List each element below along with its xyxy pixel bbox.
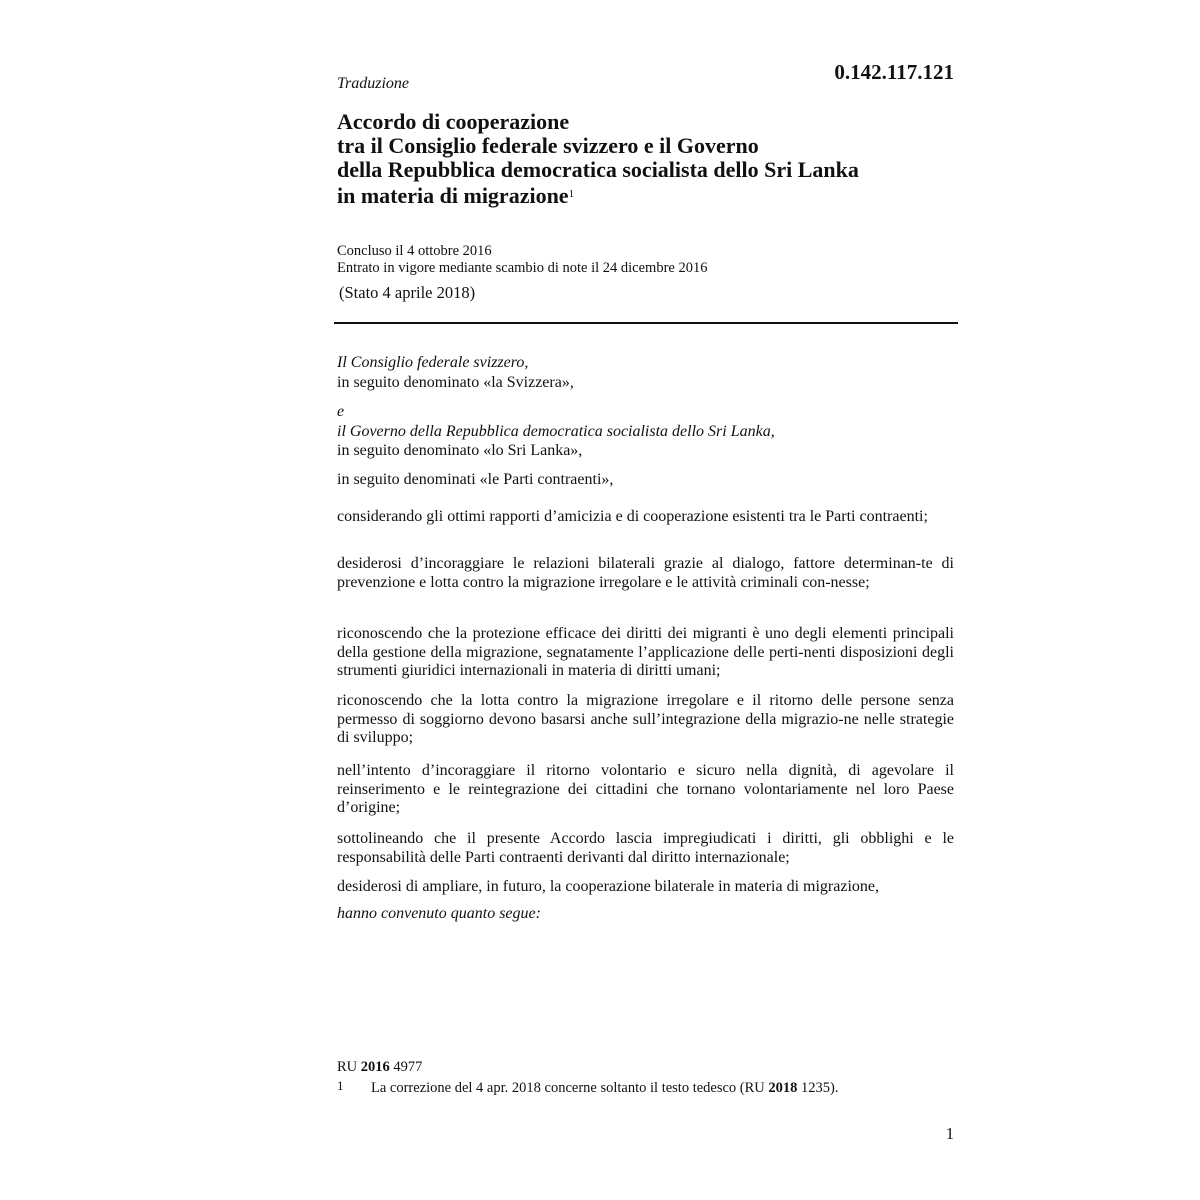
- document-title: [337, 110, 957, 208]
- party-2-name: il Governo della Repubblica democratica socialista dello Sri Lanka,: [337, 423, 775, 440]
- recital-6: sottolineando che il presente Accordo lascia impregiudicati i diritti, gli obblighi e le responsabilità delle Parti contraenti derivanti dal diritto internazionale;: [337, 830, 954, 866]
- parties-alias: in seguito denominati «le Parti contraenti»,: [337, 471, 614, 488]
- footnote-text-after: 1235).: [801, 1080, 839, 1096]
- recital-1: considerando gli ottimi rapporti d’amicizia e di cooperazione esistenti tra le Parti contraenti;: [337, 508, 928, 525]
- recital-2: desiderosi d’incoraggiare le relazioni bilaterali grazie al dialogo, fattore determinan-te di prevenzione e lotta contro la migrazione irregolare e le attività criminali con-nesse;: [337, 555, 954, 591]
- page-number: 1: [945, 1124, 954, 1143]
- footnote-number: 1: [337, 1078, 344, 1093]
- title-footnote-mark[interactable]: 1: [568, 188, 575, 200]
- header-divider: [334, 322, 958, 324]
- translation-label: Traduzione: [337, 75, 410, 92]
- title-line-1: Accordo di cooperazione: [337, 109, 570, 134]
- title-line-4-text: in materia di migrazione: [337, 183, 569, 208]
- in-force-date: Entrato in vigore mediante scambio di note il 24 dicembre 2016: [337, 260, 708, 276]
- recital-4: riconoscendo che la lotta contro la migrazione irregolare e il ritorno delle persone senza permesso di soggiorno devono basarsi anche sull’integrazione della migrazio-ne nelle strategie di sviluppo;: [337, 692, 954, 746]
- ru-reference: [337, 1059, 422, 1076]
- concluded-date: Concluso il 4 ottobre 2016: [337, 243, 492, 259]
- footnote-text: [371, 1080, 839, 1097]
- recital-3: riconoscendo che la protezione efficace dei diritti dei migranti è uno degli elementi principali della gestione della migrazione, segnatamente l’applicazione delle perti-nenti disposizioni degli strumenti giuridici internazionali in materia di diritti umani;: [337, 625, 954, 679]
- party-1-name: Il Consiglio federale svizzero,: [337, 354, 529, 371]
- ru-prefix: RU: [337, 1059, 358, 1075]
- conjunction: e: [337, 403, 345, 420]
- closing-formula: hanno convenuto quanto segue:: [337, 905, 541, 922]
- ru-page: 4977: [393, 1059, 423, 1075]
- recital-5: nell’intento d’incoraggiare il ritorno volontario e sicuro nella dignità, di agevolare il reinserimento e le reintegrazione dei cittadini che tornano volontariamente nel loro Paese d’origine;: [337, 762, 954, 816]
- party-2-alias: in seguito denominato «lo Sri Lanka»,: [337, 442, 583, 459]
- state-date: (Stato 4 aprile 2018): [339, 283, 476, 302]
- party-1-alias: in seguito denominato «la Svizzera»,: [337, 374, 574, 391]
- footnote-year: 2018: [768, 1080, 798, 1096]
- title-line-2: tra il Consiglio federale svizzero e il Governo: [337, 133, 759, 158]
- ru-year: 2016: [360, 1059, 390, 1075]
- title-line-3: della Repubblica democratica socialista dello Sri Lanka: [337, 157, 859, 182]
- title-line-4: [337, 182, 957, 208]
- sr-number: 0.142.117.121: [834, 60, 954, 84]
- footnote-text-before: La correzione del 4 apr. 2018 concerne soltanto il testo tedesco (RU: [371, 1080, 765, 1096]
- recital-7: desiderosi di ampliare, in futuro, la cooperazione bilaterale in materia di migrazione,: [337, 878, 880, 895]
